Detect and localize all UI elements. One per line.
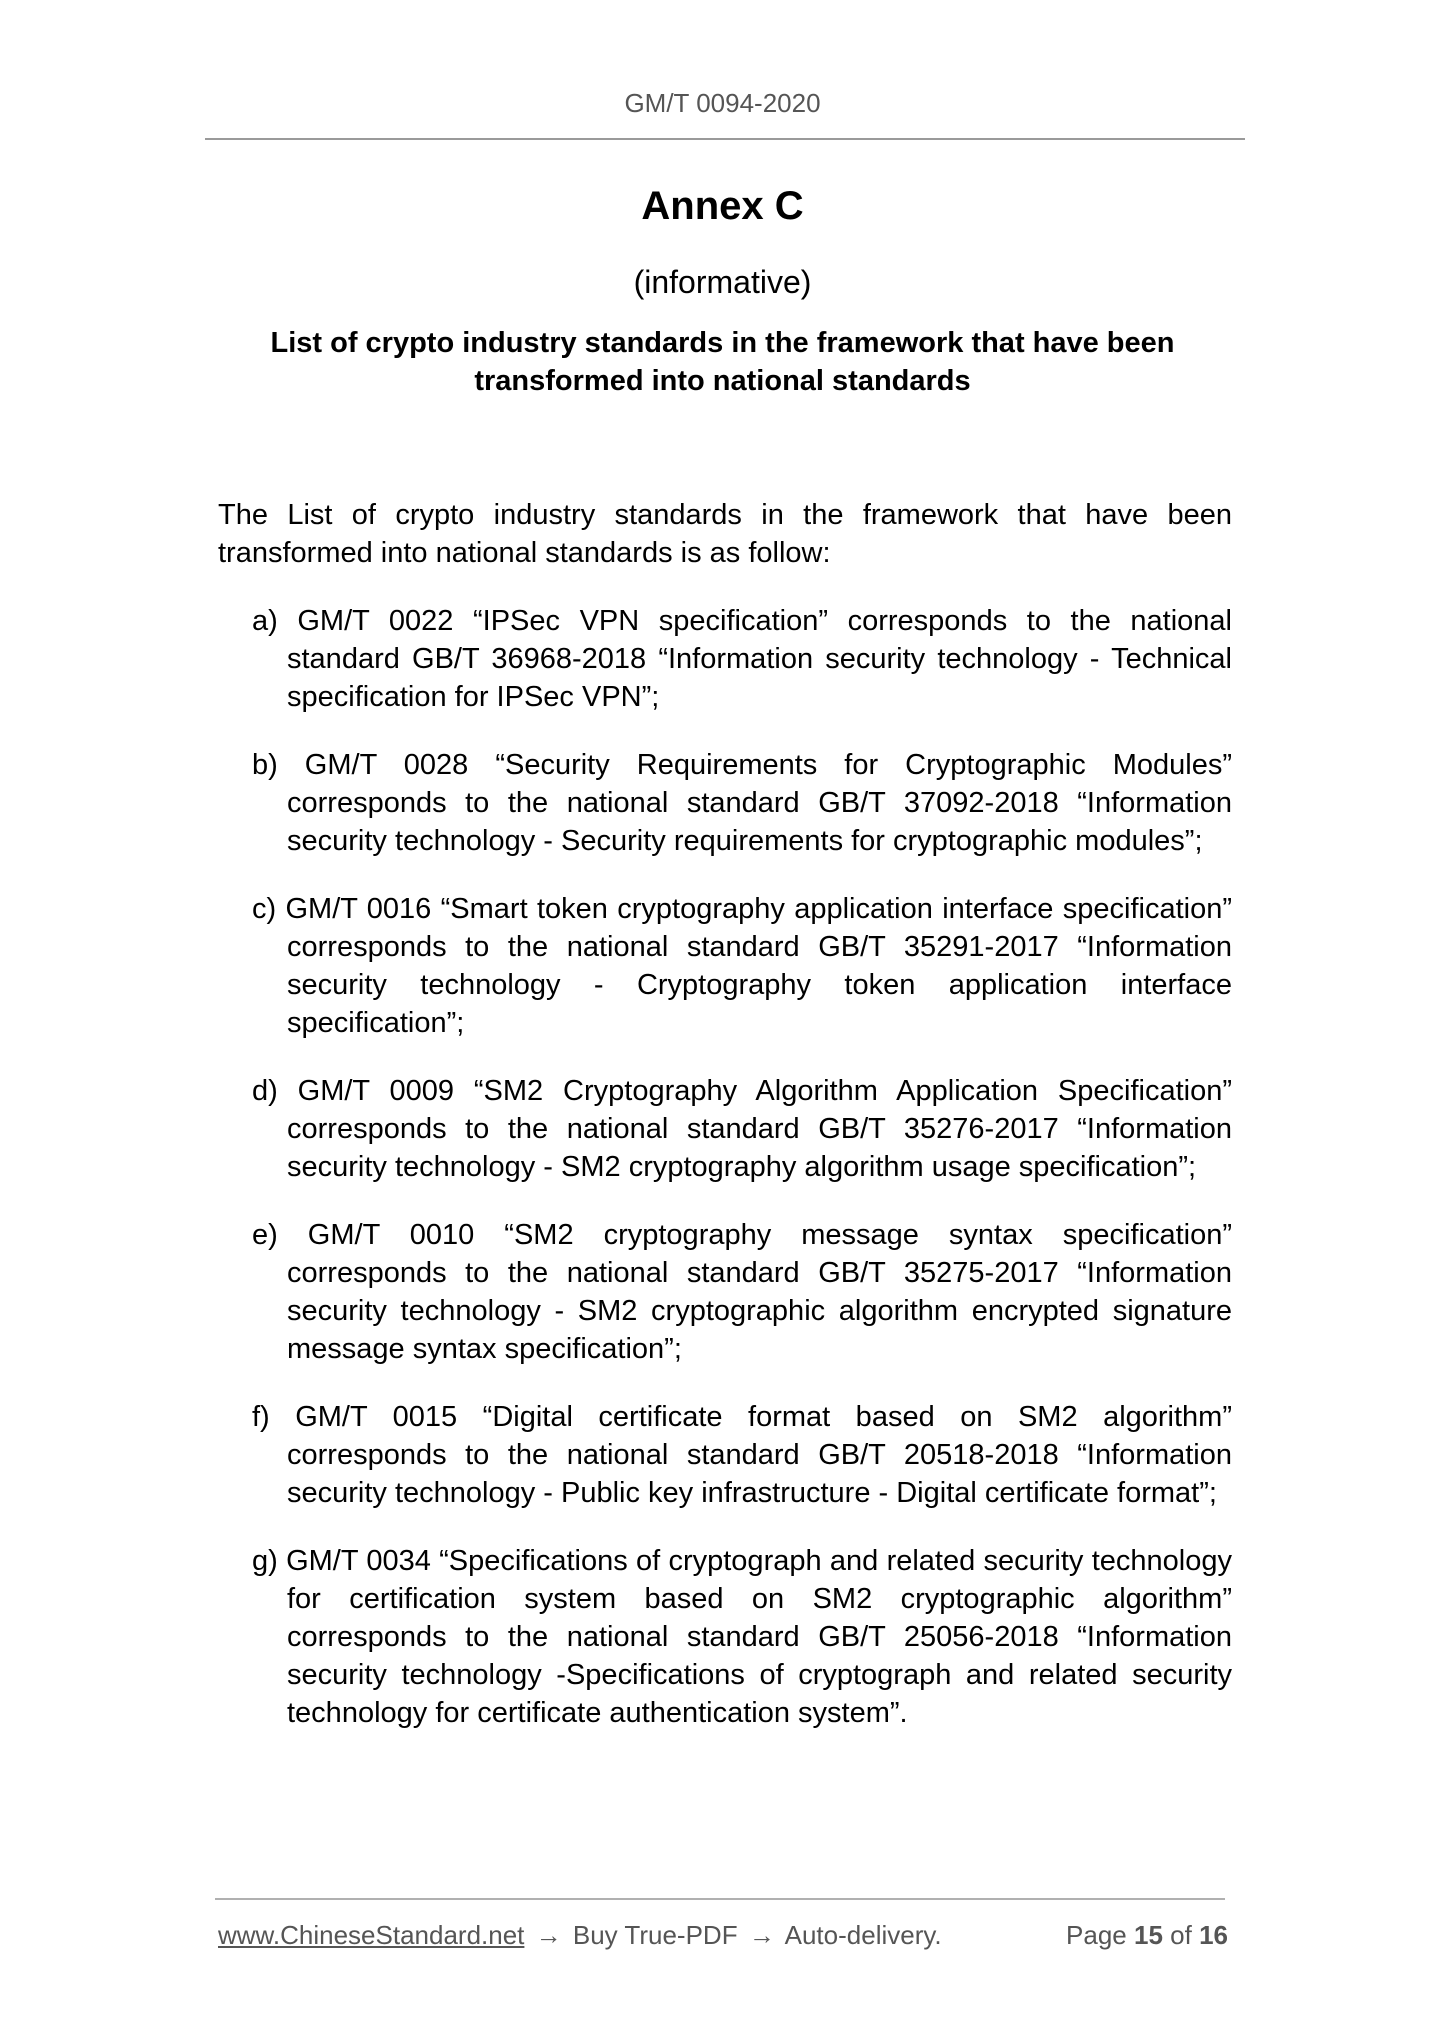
annex-heading: List of crypto industry standards in the framework that have been transformed into national standards bbox=[270, 327, 1175, 397]
list-item: d) GM/T 0009 “SM2 Cryptography Algorithm Application Specification” corresponds to the national standard GB/T 35276-2017 “Information security technology - SM2 cryptography algorithm usage specification”; bbox=[252, 1075, 1232, 1183]
arrow-right-icon: → bbox=[748, 1920, 775, 1950]
annex-subtitle: (informative) bbox=[633, 264, 812, 300]
standards-list bbox=[252, 602, 1232, 1762]
annex-title: Annex C bbox=[641, 184, 804, 228]
list-item: b) GM/T 0028 “Security Requirements for Cryptographic Modules” corresponds to the national standard GB/T 37092-2018 “Information security technology - Security requirements for cryptographic modules”; bbox=[252, 749, 1232, 857]
page-label: Page bbox=[1066, 1920, 1127, 1950]
list-item: e) GM/T 0010 “SM2 cryptography message syntax specification” corresponds to the national standard GB/T 35275-2017 “Information security technology - SM2 cryptographic algorithm encrypted signature message syntax specification”; bbox=[252, 1219, 1232, 1365]
intro-paragraph: The List of crypto industry standards in the framework that have been transformed into national standards is as follow: bbox=[218, 499, 1232, 569]
page-of-label: of bbox=[1170, 1920, 1192, 1950]
arrow-right-icon: → bbox=[535, 1920, 562, 1950]
list-item: g) GM/T 0034 “Specifications of cryptograph and related security technology for certification system based on SM2 cryptographic algorithm” corresponds to the national standard GB/T 25056-2018 “Information security technology -Specifications of cryptograph and related security technology for certificate authentication system”. bbox=[252, 1545, 1232, 1729]
website-link[interactable]: www.ChineseStandard.net bbox=[218, 1920, 525, 1950]
auto-delivery-text: Auto-delivery. bbox=[784, 1920, 942, 1950]
footer bbox=[218, 1920, 1228, 1951]
list-item: c) GM/T 0016 “Smart token cryptography application interface specification” corresponds to the national standard GB/T 35291-2017 “Information security technology - Cryptography token application interface specification”; bbox=[252, 893, 1232, 1039]
footer-divider bbox=[215, 1898, 1225, 1900]
buy-pdf-text: Buy True-PDF bbox=[572, 1920, 738, 1950]
page-total: 16 bbox=[1199, 1920, 1228, 1950]
list-item: a) GM/T 0022 “IPSec VPN specification” corresponds to the national standard GB/T 36968-2018 “Information security technology - Technical specification for IPSec VPN”; bbox=[252, 605, 1232, 713]
header-divider bbox=[205, 138, 1245, 140]
page-indicator bbox=[1066, 1920, 1228, 1951]
document-code-header: GM/T 0094-2020 bbox=[624, 88, 821, 118]
page-current: 15 bbox=[1134, 1920, 1163, 1950]
list-item: f) GM/T 0015 “Digital certificate format based on SM2 algorithm” corresponds to the national standard GB/T 20518-2018 “Information security technology - Public key infrastructure - Digital certificate format”; bbox=[252, 1401, 1232, 1509]
